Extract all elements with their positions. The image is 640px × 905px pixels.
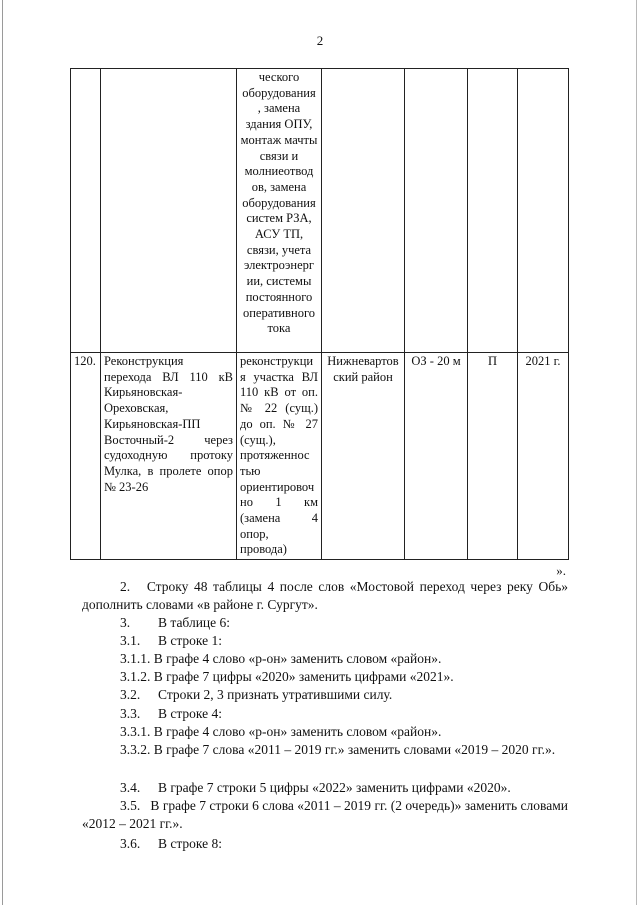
item-3-2 [120,686,392,704]
item-3-6-text: В строке 8: [158,836,223,851]
cell-work-description: ческого оборудования , замена здания ОПУ, монтаж мачты связи и молниеотвод ов, замена оборудования систем РЗА, АСУ ТП, связи, учета электроэнерг ии, системы постоянного оперативного тока [237,69,322,353]
item-2-num: 2. [120,579,131,594]
item-3-1-num: 3.1. [120,633,141,648]
cell-district: Нижневартов ский район [322,353,405,560]
cell-work-description: реконструкци я участка ВЛ 110 кВ от оп. № 22 (сущ.) до оп. № 27 (сущ.), протяженнос тью ориентировоч но 1 км (замена 4 опор, провода) [237,353,322,560]
item-3 [120,614,230,632]
cell-type: П [468,353,518,560]
item-3-1-1-num: 3.1.1. [120,651,151,666]
cell-name-empty [101,69,237,353]
item-3-3-1 [120,723,441,741]
cell-row-number: 120. [71,353,101,560]
item-3-5 [82,797,568,833]
item-3-3-1-num: 3.3.1. [120,724,151,739]
cell-object-name: Реконструкция перехода ВЛ 110 кВ Кирьяновская-Ореховская, Кирьяновская-ПП Восточный-2 через судоходную протоку Мулка, в пролете опор № 23-26 [101,353,237,560]
item-3-6-num: 3.6. [120,836,141,851]
objects-table [70,68,569,560]
table-row-continued [71,69,569,353]
item-3-1-2 [120,668,454,686]
item-3-4-text: В графе 7 строки 5 цифры «2022» заменить цифрами «2020». [158,780,511,795]
item-3-4 [120,779,511,797]
table-row-120 [71,353,569,560]
item-3-1-1-text: В графе 4 слово «р-он» заменить словом «район». [153,651,442,666]
item-3-3-2 [82,741,568,759]
cell-district-empty [322,69,405,353]
item-3-num: 3. [120,615,131,630]
item-3-3 [120,705,222,723]
item-3-text: В таблице 6: [158,615,231,630]
cell-year-empty [518,69,569,353]
item-3-6 [120,835,222,853]
item-3-3-2-num: 3.3.2. [120,742,151,757]
item-3-3-2-text: В графе 7 слова «2011 – 2019 гг.» заменить словами «2019 – 2020 гг.». [153,742,556,757]
cell-year: 2021 г. [518,353,569,560]
item-3-1-2-text: В графе 7 цифры «2020» заменить цифрами «2021». [153,669,454,684]
item-3-3-1-text: В графе 4 слово «р-он» заменить словом «район». [153,724,442,739]
closing-quote: ». [556,563,566,578]
cell-num-empty [71,69,101,353]
item-3-2-num: 3.2. [120,687,141,702]
scan-edge-left [2,0,3,905]
cell-type-empty [468,69,518,353]
item-3-3-num: 3.3. [120,706,141,721]
cell-zone-empty [405,69,468,353]
item-2-text: Строку 48 таблицы 4 после слов «Мостовой переход через реку Обь» дополнить словами «в районе г. Сургут». [82,579,568,612]
item-3-1-2-num: 3.1.2. [120,669,151,684]
item-3-3-text: В строке 4: [158,706,223,721]
item-3-1-text: В строке 1: [158,633,223,648]
item-3-5-text: В графе 7 строки 6 слова «2011 – 2019 гг. (2 очередь)» заменить словами «2012 – 2021 гг.». [82,798,568,831]
item-3-5-num: 3.5. [120,798,141,813]
item-3-2-text: Строки 2, 3 признать утратившими силу. [158,687,393,702]
item-3-1-1 [120,650,441,668]
item-2 [82,578,568,614]
item-3-1 [120,632,222,650]
item-3-4-num: 3.4. [120,780,141,795]
cell-zone: ОЗ - 20 м [405,353,468,560]
scan-edge-right [636,0,637,905]
page-number: 2 [316,33,324,48]
